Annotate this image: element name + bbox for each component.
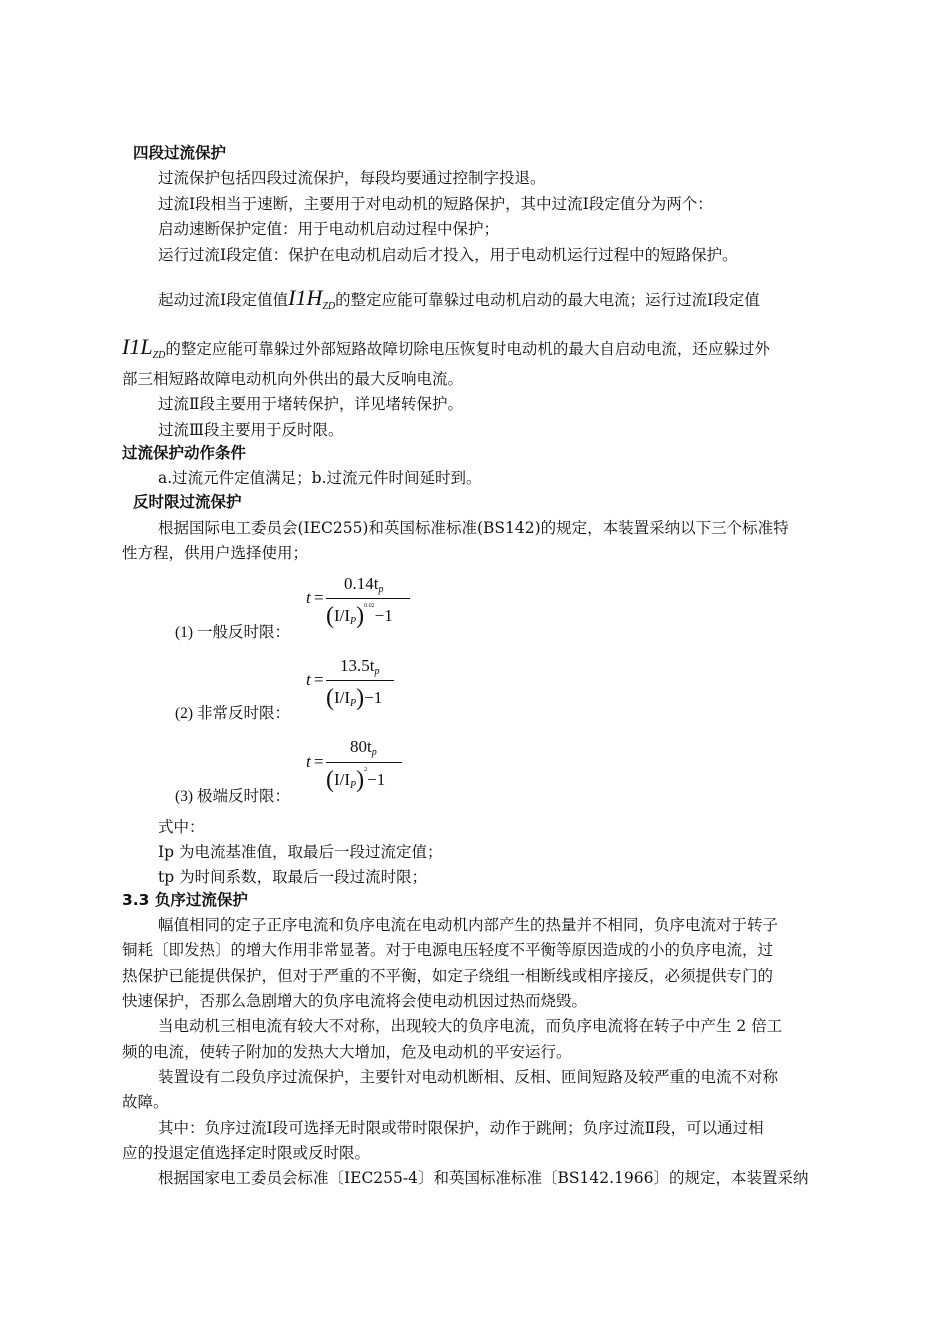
fraction-bar: [326, 762, 402, 763]
formula-label: (1) 一般反时限：: [175, 624, 290, 641]
formula-numerator: [344, 574, 383, 594]
paragraph-line: 频的电流，使转子附加的发热大大增加，危及电动机的平安运行。: [122, 1043, 572, 1061]
paragraph-line: 过流保护包括四段过流保护，每段均要通过控制字投退。: [158, 169, 546, 187]
paragraph-line: 式中：: [158, 818, 205, 836]
paragraph-line: 过流Ⅰ段相当于速断，主要用于对电动机的短路保护，其中过流Ⅰ段定值分为两个：: [158, 195, 713, 213]
text-fragment: 的整定应能可靠躲过电动机启动的最大电流；运行过流Ⅰ段定值: [335, 291, 760, 309]
paragraph-line: a.过流元件定值满足；b.过流元件时间延时到。: [158, 469, 482, 487]
exponent: 2: [364, 767, 368, 773]
formula-denominator: (I/IP)−1: [326, 685, 383, 711]
formula-denominator: $(I/IP)^{0.02}-1$: [326, 603, 393, 629]
formula-numerator: [340, 656, 379, 676]
minus-one: −1: [374, 606, 393, 625]
paragraph-line: 根据国家电工委员会标准〔IEC255-4〕和英国标准标准〔BS142.1966〕的规定，本装置采纳: [158, 1169, 809, 1187]
symbol-i1l: I1L: [122, 334, 153, 359]
paragraph-line: 快速保护，否那么急剧增大的负序电流将会使电动机因过热而烧毁。: [122, 992, 588, 1010]
numerator-subscript: p: [371, 747, 377, 758]
formula-label: (3) 极端反时限：: [175, 788, 290, 805]
paragraph-line: 运行过流Ⅰ段定值：保护在电动机启动后才投入，用于电动机运行过程中的短路保护。: [158, 246, 738, 264]
symbol-i1h: I1H: [288, 285, 323, 310]
denominator-subscript: P: [350, 780, 357, 791]
paragraph-line: 故障。: [122, 1093, 169, 1111]
heading-inverse-time-overcurrent: 反时限过流保护: [133, 493, 242, 511]
denominator-subscript: P: [350, 616, 357, 627]
paragraph-line: Ip 为电流基准值，取最后一段过流定值；: [158, 843, 443, 861]
paragraph-line-i1h: [158, 287, 760, 314]
text-fragment: 起动过流Ⅰ段定值值: [158, 291, 289, 309]
paragraph-line: tp 为时间系数，取最后一段过流时限；: [158, 868, 428, 886]
denominator-base: I/I: [334, 606, 351, 625]
fraction-bar: [326, 680, 394, 681]
formula-denominator: $(I/IP)^2-1$: [326, 767, 386, 793]
formula-equals: =: [314, 752, 324, 771]
heading-action-conditions: 过流保护动作条件: [122, 444, 247, 462]
denominator-base: I/I: [334, 770, 351, 789]
paragraph-line: 热保护已能提供保护，但对于严重的不平衡，如定子绕组一相断线或相序接反，必须提供专门的: [122, 967, 774, 985]
numerator-text: 13.5t: [340, 656, 375, 675]
denominator-base: I/I: [334, 688, 351, 707]
formula-t: t: [306, 588, 311, 607]
minus-one: −1: [364, 688, 383, 707]
paragraph-line-i1l: [122, 336, 770, 363]
numerator-text: 0.14t: [344, 574, 379, 593]
formula-numerator: [350, 737, 377, 757]
exponent: 0.02: [364, 603, 375, 609]
heading-negative-sequence: 3.3 负序过流保护: [122, 891, 248, 909]
text-fragment: 的整定应能可靠躲过外部短路故障切除电压恢复时电动机的最大自启动电流，还应躲过外: [165, 340, 770, 358]
paragraph-line: 部三相短路故障电动机向外供出的最大反响电流。: [122, 370, 464, 388]
minus-one: −1: [367, 770, 386, 789]
symbol-zd-subscript: ZD: [152, 350, 166, 361]
fraction-bar: [326, 598, 410, 599]
paragraph-line: 性方程，供用户选择使用；: [122, 544, 309, 562]
paragraph-line: 过流Ⅱ段主要用于堵转保护，详见堵转保护。: [158, 395, 464, 413]
paragraph-line: 铜耗〔即发热〕的增大作用非常显著。对于电源电压轻度不平衡等原因造成的小的负序电流，过: [122, 941, 774, 959]
formula-t: t: [306, 670, 311, 689]
paragraph-line: 启动速断保护定值：用于电动机启动过程中保护；: [158, 220, 500, 238]
formula-equals: =: [314, 588, 324, 607]
numerator-subscript: p: [378, 584, 384, 595]
paragraph-line: 幅值相同的定子正序电流和负序电流在电动机内部产生的热量并不相同，负序电流对于转子: [158, 916, 779, 934]
paragraph-line: 过流Ⅲ段主要用于反时限。: [158, 421, 344, 439]
numerator-subscript: p: [374, 666, 380, 677]
paragraph-line: 根据国际电工委员会(IEC255)和英国标准标准(BS142)的规定，本装置采纳以下三个标准特: [158, 519, 789, 537]
paragraph-line: 应的投退定值选择定时限或反时限。: [122, 1144, 371, 1162]
numerator-text: 80t: [350, 737, 372, 756]
formula-label: (2) 非常反时限：: [175, 705, 290, 722]
paragraph-line: 其中：负序过流Ⅰ段可选择无时限或带时限保护，动作于跳闸；负序过流Ⅱ段，可以通过相: [158, 1119, 764, 1137]
symbol-zd-subscript: ZD: [322, 301, 336, 312]
heading-four-stage-overcurrent: 四段过流保护: [133, 144, 227, 162]
denominator-subscript: P: [350, 698, 357, 709]
formula-t: t: [306, 752, 311, 771]
formula-equals: =: [314, 670, 324, 689]
paragraph-line: 当电动机三相电流有较大不对称，出现较大的负序电流，而负序电流将在转子中产生 2 倍工: [158, 1017, 783, 1035]
paragraph-line: 装置设有二段负序过流保护，主要针对电动机断相、反相、匝间短路及较严重的电流不对称: [158, 1068, 779, 1086]
